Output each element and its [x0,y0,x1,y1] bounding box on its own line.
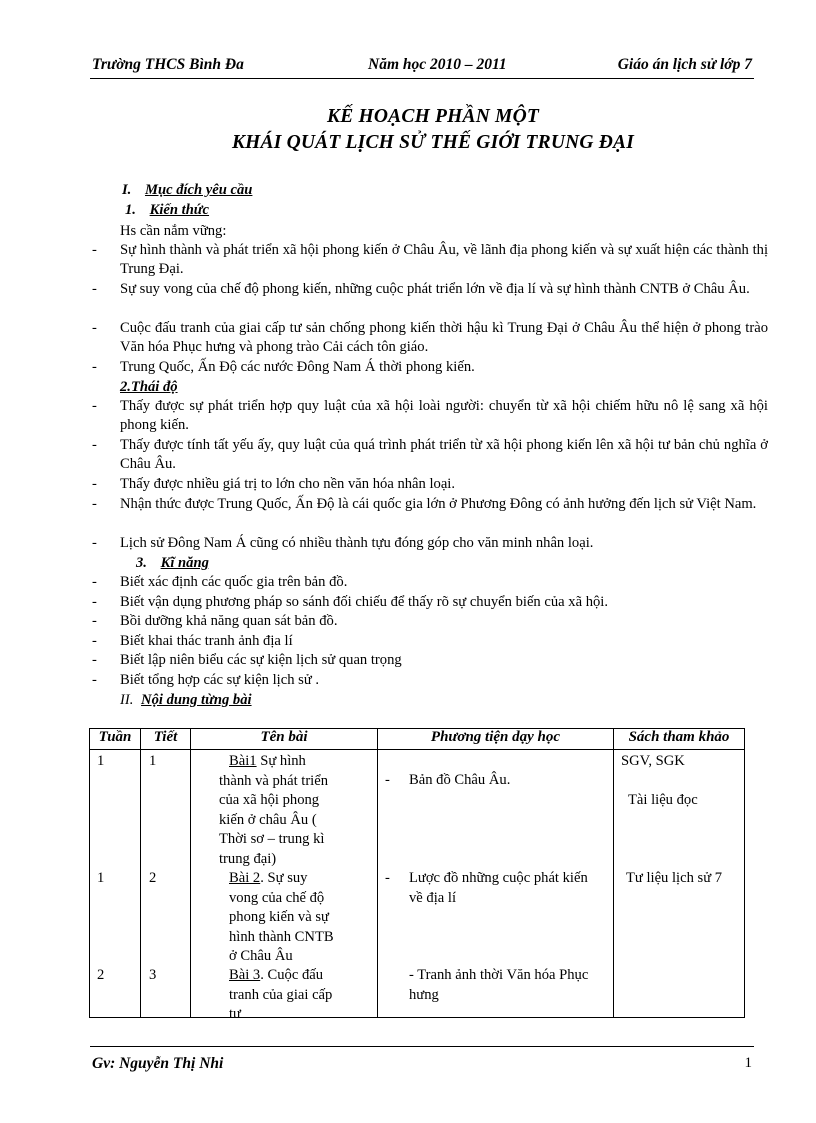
lesson-title [229,869,337,967]
bullet-dash: - [92,476,97,492]
period-value: 2 [149,870,157,886]
section-1-number: I. [122,182,132,198]
lesson-id: Bài 3 [229,967,261,983]
week-value: 1 [97,753,105,769]
knowledge-title: Kiến thức [149,202,210,218]
knowledge-item: Sự hình thành và phát triển xã hội phong kiến ở Châu Âu, về lãnh địa phong kiến và sự xuất hiện các thành thị Trung Đại. [120,242,768,278]
section-2-heading [120,691,252,710]
knowledge-heading [125,201,209,220]
bullet-dash: - [92,594,97,610]
header-year: Năm học 2010 – 2011 [368,56,507,73]
skills-item: Bồi dưỡng khả năng quan sát bản đồ. [120,613,338,629]
header-school: Trường THCS Bình Đa [92,56,244,73]
page-footer [90,1046,754,1072]
bullet-dash: - [92,633,97,649]
section-1-heading [122,181,252,200]
column-header: Sách tham khảo [614,729,745,750]
column-header: Tên bài [191,729,378,750]
period-cell [141,750,191,1018]
header-subject: Giáo án lịch sử lớp 7 [617,56,752,73]
skills-item: Biết khai thác tranh ảnh địa lí [120,633,293,649]
attitude-item: Thấy được tính tất yếu ấy, quy luật của quá trình phát triển từ xã hội phong kiến lên xã hội tư bản chủ nghĩa ở Châu Âu. [120,437,768,473]
lesson-text: . Cuộc đấu tranh của giai cấp tư [229,967,333,1022]
title-line-1: KẾ HOẠCH PHẦN MỘT [327,106,539,127]
period-value: 3 [149,967,157,983]
attitude-item: Nhận thức được Trung Quốc, Ấn Độ là cái quốc gia lớn ở Phương Đông có ảnh hưởng đến lịch sử Việt Nam. [120,496,757,512]
bullet-dash: - [92,398,97,414]
bullet-dash: - [92,242,97,258]
references-cell [614,750,745,1018]
knowledge-item: Trung Quốc, Ấn Độ các nước Đông Nam Á thời phong kiến. [120,359,475,375]
footer-teacher: Gv: Nguyễn Thị Nhi [92,1055,224,1072]
media-value: Bản đồ Châu Âu. [409,772,511,788]
column-header: Tuần [90,729,141,750]
week-value: 2 [97,967,105,983]
bullet-dash: - [92,496,97,512]
column-header: Phương tiện dạy học [378,729,614,750]
lesson-text: . Sự suy vong của chế độ phong kiến và sự hình thành CNTB ở Châu Âu [229,870,334,964]
bullet-dash: - [92,359,97,375]
skills-item: Biết tổng hợp các sự kiện lịch sử . [120,672,320,688]
bullet-dash: - [385,870,390,886]
knowledge-item: Cuộc đấu tranh của giai cấp tư sản chống phong kiến thời hậu kì Trung Đại ở Châu Âu thể hiện ở phong trào Văn hóa Phục hưng và phong trào Cải cách tôn giáo. [120,320,768,356]
lesson-title [219,752,337,869]
section-2-number: II. [120,692,134,708]
attitude-item: Thấy được sự phát triển hợp quy luật của xã hội loài người: chuyển từ xã hội chiếm hữu nô lệ sang xã hội phong kiến. [120,398,768,434]
bullet-dash: - [92,320,97,336]
lesson-id: Bài 2 [229,870,261,886]
attitude-heading [120,378,178,397]
lesson-cell [191,750,378,1022]
week-cell [90,750,141,1018]
media-value: - Tranh ảnh thời Văn hóa Phục hưng [409,967,589,1003]
page-number: 1 [744,1055,752,1071]
reference-value: SGV, SGK [621,753,685,769]
skills-title: Kĩ năng [160,555,209,571]
column-header: Tiết [141,729,191,750]
bullet-dash: - [92,613,97,629]
section-2-title: Nội dung từng bài [141,692,252,708]
reference-value: Tài liệu đọc [628,792,698,808]
skills-number: 3. [136,555,147,571]
knowledge-number: 1. [125,202,136,218]
table-header-row [90,729,745,750]
week-value: 1 [97,870,105,886]
attitude-item: Lịch sử Đông Nam Á cũng có nhiều thành tựu đóng góp cho văn minh nhân loại. [120,535,594,551]
attitude-item: Thấy được nhiều giá trị to lớn cho nền văn hóa nhân loại. [120,476,455,492]
knowledge-item: Sự suy vong của chế độ phong kiến, những cuộc phát triển lớn về địa lí và sự hình thành CNTB ở Châu Âu. [120,281,750,297]
lesson-plan-table [89,728,745,1022]
section-1-title: Mục đích yêu cầu [144,182,253,198]
attitude-title: 2.Thái độ [120,379,178,395]
knowledge-intro: Hs cần nắm vững: [120,223,227,239]
bullet-dash: - [92,535,97,551]
lesson-text: Sự hình thành và phát triển của xã hội phong kiến ở châu Âu ( Thời sơ – trung kì trung đại) [219,753,329,867]
skills-item: Biết lập niên biểu các sự kiện lịch sử quan trọng [120,652,402,668]
title-line-2: KHÁI QUÁT LỊCH SỬ THẾ GIỚI TRUNG ĐẠI [231,132,635,153]
page-header [90,54,754,79]
period-value: 1 [149,753,157,769]
skills-item: Biết vận dụng phương pháp so sánh đối chiếu để thấy rõ sự chuyển biến của xã hội. [120,594,608,610]
bullet-dash: - [92,437,97,453]
bullet-dash: - [92,574,97,590]
table-row [90,750,745,1018]
bullet-dash: - [92,281,97,297]
skills-heading [136,554,209,573]
bullet-dash: - [385,772,390,788]
skills-item: Biết xác định các quốc gia trên bản đồ. [120,574,348,590]
media-cell [378,750,614,1018]
lesson-id: Bài1 [229,753,257,769]
media-value: Lược đồ những cuộc phát kiến về địa lí [409,870,588,906]
bullet-dash: - [92,672,97,688]
bullet-dash: - [92,652,97,668]
lesson-title [229,966,337,1025]
reference-value: Tư liệu lịch sử 7 [626,870,723,886]
